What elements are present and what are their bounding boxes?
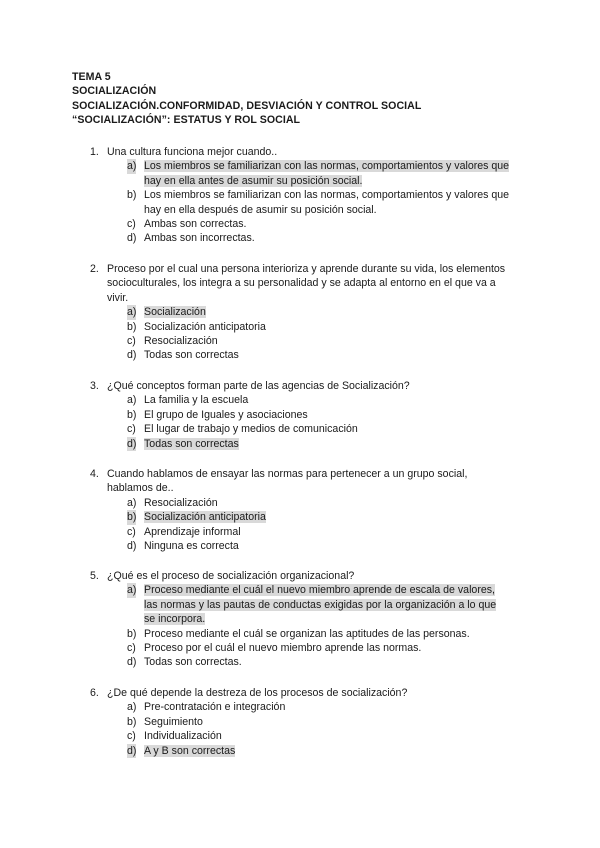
option-text: Seguimiento [144,715,203,728]
question-1 [90,145,530,246]
answer-option [127,231,530,245]
option-letter: d) [127,349,137,362]
option-letter: b) [127,189,137,202]
option-text: Proceso por el cuál el nuevo miembro aprende las normas. [144,642,422,655]
option-letter: d) [127,232,137,245]
option-letter: c) [127,423,136,436]
option-letter: a) [127,701,137,714]
option-letter: d) [127,540,137,553]
option-text: A y B son correctas [144,744,236,757]
option-letter: a) [127,496,137,509]
option-text: Ambas son incorrectas. [144,232,255,245]
answer-option [127,655,530,669]
answer-option [127,539,530,553]
answer-option [127,437,530,451]
answer-option [127,159,530,188]
question-text: socioculturales, los integra a su personalidad y se adapta al entorno en el que va a [107,277,496,290]
option-text: las normas y las pautas de conductas exigidas por la organización a lo que [144,598,497,611]
topic-title: TEMA 5 [72,71,111,83]
question-number: 4. [90,468,99,480]
option-text: se incorpora. [144,613,206,626]
option-text: El lugar de trabajo y medios de comunicación [144,423,358,436]
option-letter: c) [127,642,136,655]
question-number: 2. [90,263,99,275]
option-text: Ninguna es correcta [144,540,239,553]
option-letter: d) [127,744,137,757]
option-letter: c) [127,218,136,231]
answer-option [127,641,530,655]
question-number: 6. [90,687,99,699]
topic-subtitle: SOCIALIZACIÓN.CONFORMIDAD, DESVIACIÓN Y CONTROL SOCIAL [72,99,422,112]
option-letter: b) [127,715,137,728]
answer-option [127,408,530,422]
option-text: Socialización [144,306,206,319]
answer-option [127,700,530,714]
option-text: Proceso mediante el cuál el nuevo miembro aprende de escala de valores, [144,584,495,597]
option-letter: d) [127,656,137,669]
question-text: ¿Qué conceptos forman parte de las agencias de Socialización? [107,380,410,392]
answer-option [127,217,530,231]
answer-option [127,393,530,407]
question-number: 3. [90,380,99,392]
option-text: Pre-contratación e integración [144,701,286,714]
answer-option [127,525,530,539]
question-number: 1. [90,146,99,158]
option-letter: b) [127,627,137,640]
question-number: 5. [90,570,99,582]
question-3 [90,379,530,451]
option-letter: d) [127,437,137,450]
option-letter: b) [127,320,137,333]
option-text: Resocialización [144,496,218,509]
option-text: La familia y la escuela [144,394,249,407]
option-text: Aprendizaje informal [144,525,241,538]
option-text: Ambas son correctas. [144,218,247,231]
question-text: Una cultura funciona mejor cuando.. [107,146,278,158]
option-text: Individualización [144,730,222,743]
answer-option [127,715,530,729]
topic-subtitle: “SOCIALIZACIÓN”: ESTATUS Y ROL SOCIAL [72,114,301,127]
option-text: Todas son correctas [144,437,239,450]
question-4 [90,467,530,553]
answer-option [127,744,530,758]
answer-option [127,348,530,362]
option-letter: c) [127,730,136,743]
answer-option [127,422,530,436]
option-letter: b) [127,511,137,524]
option-text: Socialización anticipatoria [144,320,266,333]
option-text: hay en ella después de asumir su posición social. [144,203,377,216]
question-text: hablamos de.. [107,482,174,495]
option-letter: a) [127,584,137,597]
option-letter: c) [127,335,136,348]
question-2 [90,262,530,363]
question-6 [90,686,530,758]
answer-option [127,334,530,348]
option-letter: c) [127,525,136,538]
document-header [72,70,421,128]
question-text: ¿De qué depende la destreza de los procesos de socialización? [107,687,408,699]
question-text: Proceso por el cual una persona interioriza y aprende durante su vida, los elementos [107,263,506,275]
option-text: Resocialización [144,335,218,348]
topic-subtitle: SOCIALIZACIÓN [72,85,157,98]
answer-option [127,320,530,334]
question-text: ¿Qué es el proceso de socialización organizacional? [107,570,355,582]
option-text: Todas son correctas. [144,656,242,669]
answer-option [127,627,530,641]
answer-option [127,496,530,510]
option-letter: a) [127,306,137,319]
option-letter: b) [127,408,137,421]
option-text: El grupo de Iguales y asociaciones [144,408,308,421]
answer-option [127,583,530,626]
question-text: Cuando hablamos de ensayar las normas para pertenecer a un grupo social, [107,468,468,480]
option-text: Proceso mediante el cuál se organizan las aptitudes de las personas. [144,627,470,640]
option-text: Los miembros se familiarizan con las normas, comportamientos y valores que [144,189,510,202]
option-text: Todas son correctas [144,349,239,362]
answer-option [127,729,530,743]
option-letter: a) [127,160,137,173]
question-text: vivir. [107,291,129,304]
option-text: hay en ella antes de asumir su posición social. [144,174,363,187]
option-letter: a) [127,394,137,407]
answer-option [127,510,530,524]
answer-option [127,305,530,319]
question-5 [90,569,530,670]
answer-option [127,188,530,217]
option-text: Los miembros se familiarizan con las normas, comportamientos y valores que [144,160,510,173]
option-text: Socialización anticipatoria [144,511,266,524]
